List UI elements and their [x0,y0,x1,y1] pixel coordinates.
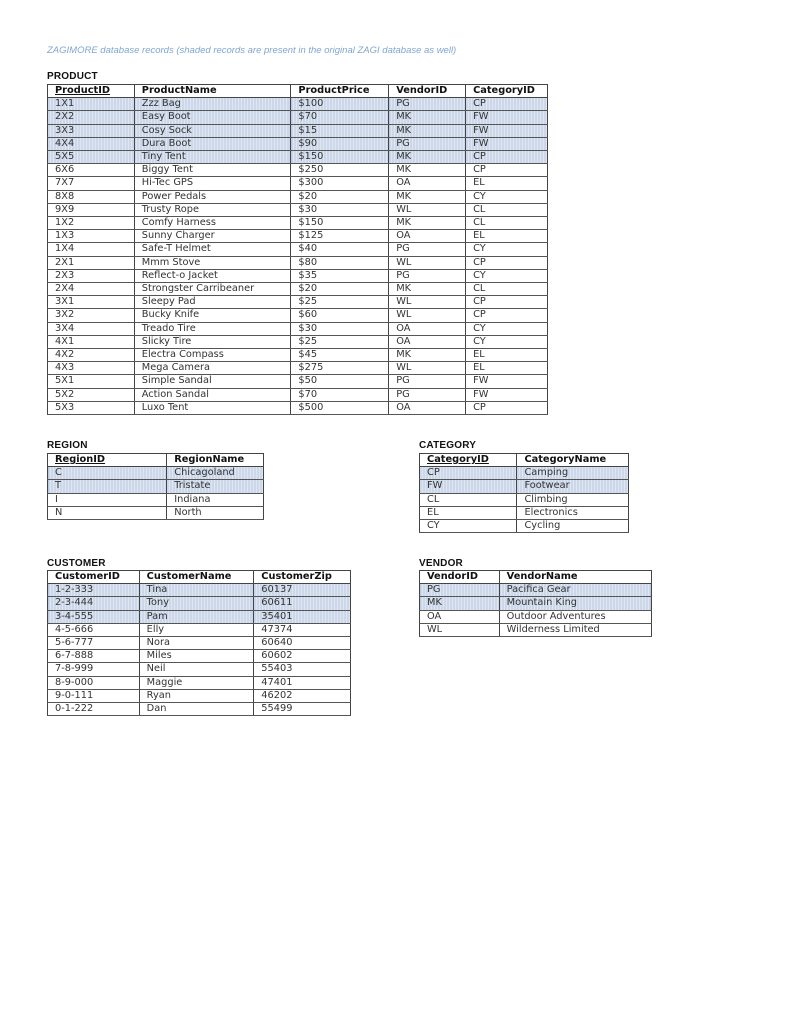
vendor-table-cell: MK [420,597,500,610]
customer-table-row [48,689,351,702]
customer-table-cell: 6-7-888 [48,650,140,663]
product-table-cell: 2X3 [48,269,135,282]
customer-table-cell: 60611 [254,597,351,610]
region-column-header: RegionName [167,454,264,467]
product-table-cell: $70 [291,111,389,124]
product-table-cell: $20 [291,283,389,296]
product-table-cell: Sleepy Pad [134,296,291,309]
product-table-cell: MK [389,111,466,124]
product-table-cell: OA [389,335,466,348]
product-table-cell: 3X1 [48,296,135,309]
product-table-cell: MK [389,151,466,164]
product-table-cell: Safe-T Helmet [134,243,291,256]
product-table-row [48,256,548,269]
product-table-cell: MK [389,217,466,230]
product-table-cell: $20 [291,190,389,203]
product-table-cell: OA [389,322,466,335]
region-table-cell: C [48,467,167,480]
product-table-cell: 3X3 [48,124,135,137]
product-table-row [48,230,548,243]
product-table-cell: MK [389,349,466,362]
product-table-row [48,388,548,401]
customer-table-cell: 3-4-555 [48,610,140,623]
page-caption: ZAGIMORE database records (shaded records are present in the original ZAGI database as well) [47,45,457,56]
product-table-cell: Action Sandal [134,388,291,401]
product-table-cell: $30 [291,203,389,216]
customer-table-cell: 9-0-111 [48,689,140,702]
customer-table-row [48,676,351,689]
category-table-cell: Climbing [517,493,629,506]
customer-table-cell: 5-6-777 [48,637,140,650]
region-table-cell: Indiana [167,493,264,506]
product-table-row [48,203,548,216]
product-table-row [48,335,548,348]
vendor-table-cell: Mountain King [499,597,651,610]
product-table-cell: EL [466,177,548,190]
product-table-row [48,349,548,362]
customer-table-cell: 60137 [254,584,351,597]
product-table-cell: 1X3 [48,230,135,243]
product-table-cell: PG [389,137,466,150]
customer-column-header: CustomerZip [254,571,351,584]
vendor-table-row [420,597,652,610]
vendor-table-cell: PG [420,584,500,597]
product-table-cell: Hi-Tec GPS [134,177,291,190]
product-table-cell: Biggy Tent [134,164,291,177]
category-table-cell: Footwear [517,480,629,493]
product-table-cell: CP [466,309,548,322]
category-table-cell: Camping [517,467,629,480]
product-table-cell: WL [389,256,466,269]
customer-table-row [48,663,351,676]
product-table-cell: PG [389,243,466,256]
product-table-row [48,98,548,111]
product-table-cell: Electra Compass [134,349,291,362]
category-table-cell: FW [420,480,517,493]
product-table-cell: 4X2 [48,349,135,362]
vendor-table [419,570,652,637]
product-table-cell: EL [466,349,548,362]
category-table-cell: CL [420,493,517,506]
customer-table-cell: 46202 [254,689,351,702]
customer-table-cell: 47401 [254,676,351,689]
product-table-cell: 2X1 [48,256,135,269]
customer-table-cell: 2-3-444 [48,597,140,610]
customer-column-header: CustomerID [48,571,140,584]
region-table-cell: Chicagoland [167,467,264,480]
customer-table [47,570,351,716]
product-table-cell: 7X7 [48,177,135,190]
customer-table-cell: 47374 [254,623,351,636]
product-table-cell: Bucky Knife [134,309,291,322]
customer-table-cell: 8-9-000 [48,676,140,689]
product-table-cell: $45 [291,349,389,362]
product-table-cell: OA [389,177,466,190]
product-table-cell: FW [466,137,548,150]
product-table-row [48,322,548,335]
product-table-cell: CP [466,296,548,309]
region-table-cell: I [48,493,167,506]
product-table-cell: 5X2 [48,388,135,401]
customer-table-row [48,650,351,663]
product-table-cell: $125 [291,230,389,243]
vendor-table-cell: WL [420,623,500,636]
product-table-cell: 3X4 [48,322,135,335]
customer-table-cell: Tina [139,584,254,597]
vendor-table-title: VENDOR [419,558,463,569]
vendor-table-cell: OA [420,610,500,623]
vendor-table-row [420,584,652,597]
vendor-column-header: VendorName [499,571,651,584]
product-table-cell: Luxo Tent [134,401,291,414]
category-column-header: CategoryID [420,454,517,467]
category-table-row [420,480,629,493]
category-header-row [420,454,629,467]
customer-header-row [48,571,351,584]
product-table-cell: Slicky Tire [134,335,291,348]
customer-table-cell: Ryan [139,689,254,702]
product-table-cell: CY [466,335,548,348]
product-table-cell: WL [389,296,466,309]
product-table-cell: 4X4 [48,137,135,150]
product-table-cell: CL [466,217,548,230]
product-table-cell: 6X6 [48,164,135,177]
customer-table-cell: 4-5-666 [48,623,140,636]
product-table-cell: Tiny Tent [134,151,291,164]
product-table-cell: $275 [291,362,389,375]
product-table-cell: Power Pedals [134,190,291,203]
customer-table-row [48,623,351,636]
product-table-row [48,177,548,190]
product-table-row [48,164,548,177]
customer-table-cell: Miles [139,650,254,663]
product-table-cell: WL [389,362,466,375]
category-table-cell: CP [420,467,517,480]
category-table-row [420,467,629,480]
product-table-cell: CL [466,283,548,296]
product-table-row [48,124,548,137]
product-table-cell: $300 [291,177,389,190]
category-table-cell: CY [420,520,517,533]
product-table-cell: $500 [291,401,389,414]
product-table-cell: CY [466,190,548,203]
product-table-cell: 1X4 [48,243,135,256]
vendor-column-header: VendorID [420,571,500,584]
customer-table-cell: 55499 [254,703,351,716]
region-column-header: RegionID [48,454,167,467]
region-header-row [48,454,264,467]
product-table-cell: CP [466,401,548,414]
product-table-cell: Treado Tire [134,322,291,335]
category-table-row [420,493,629,506]
product-table-cell: $100 [291,98,389,111]
product-table-cell: EL [466,230,548,243]
region-table-title: REGION [47,440,88,451]
product-table-row [48,283,548,296]
product-table-cell: CY [466,269,548,282]
category-table-title: CATEGORY [419,440,477,451]
product-table-cell: EL [466,362,548,375]
product-table-cell: Comfy Harness [134,217,291,230]
product-table-cell: 9X9 [48,203,135,216]
customer-table-row [48,637,351,650]
product-table-cell: 5X3 [48,401,135,414]
region-table-row [48,467,264,480]
customer-table-row [48,597,351,610]
region-table-cell: North [167,506,264,519]
customer-table-cell: Maggie [139,676,254,689]
product-table-cell: Mmm Stove [134,256,291,269]
product-table-cell: 8X8 [48,190,135,203]
product-table-cell: $30 [291,322,389,335]
product-table-cell: CL [466,203,548,216]
product-table-cell: MK [389,190,466,203]
product-table-cell: CP [466,256,548,269]
product-table-row [48,243,548,256]
product-column-header: CategoryID [466,85,548,98]
product-table-cell: MK [389,283,466,296]
product-table-cell: WL [389,203,466,216]
category-table-row [420,520,629,533]
product-table-cell: $150 [291,151,389,164]
product-table-row [48,217,548,230]
product-column-header: ProductName [134,85,291,98]
product-table-cell: FW [466,388,548,401]
product-table-row [48,190,548,203]
product-table-cell: PG [389,375,466,388]
product-column-header: VendorID [389,85,466,98]
product-table-row [48,362,548,375]
region-table [47,453,264,520]
product-table-row [48,111,548,124]
product-table-cell: Reflect-o Jacket [134,269,291,282]
product-table-cell: 3X2 [48,309,135,322]
customer-table-row [48,610,351,623]
customer-table-row [48,703,351,716]
product-table-cell: CP [466,151,548,164]
vendor-table-row [420,623,652,636]
product-table-cell: PG [389,388,466,401]
product-table-cell: Sunny Charger [134,230,291,243]
product-table-cell: PG [389,269,466,282]
product-table-cell: $50 [291,375,389,388]
product-table-cell: 5X5 [48,151,135,164]
product-table-cell: Dura Boot [134,137,291,150]
customer-table-cell: Elly [139,623,254,636]
product-table-cell: PG [389,98,466,111]
vendor-table-cell: Wilderness Limited [499,623,651,636]
region-table-cell: N [48,506,167,519]
product-table-cell: 5X1 [48,375,135,388]
product-column-header: ProductID [48,85,135,98]
product-table-cell: FW [466,111,548,124]
product-table-cell: Simple Sandal [134,375,291,388]
product-table-cell: Cosy Sock [134,124,291,137]
product-table-cell: Strongster Carribeaner [134,283,291,296]
product-table-cell: 2X4 [48,283,135,296]
category-table-cell: EL [420,506,517,519]
product-table-cell: Trusty Rope [134,203,291,216]
customer-table-row [48,584,351,597]
product-table-cell: OA [389,230,466,243]
category-table [419,453,629,533]
product-table-row [48,269,548,282]
region-table-row [48,493,264,506]
customer-table-title: CUSTOMER [47,558,106,569]
category-column-header: CategoryName [517,454,629,467]
product-table-cell: CP [466,98,548,111]
customer-table-cell: 55403 [254,663,351,676]
product-table-row [48,151,548,164]
category-table-cell: Cycling [517,520,629,533]
vendor-header-row [420,571,652,584]
product-table-cell: $40 [291,243,389,256]
product-table-row [48,296,548,309]
customer-column-header: CustomerName [139,571,254,584]
product-table-cell: 1X1 [48,98,135,111]
product-table-cell: 4X1 [48,335,135,348]
product-table-cell: $80 [291,256,389,269]
region-table-cell: Tristate [167,480,264,493]
customer-table-cell: 35401 [254,610,351,623]
product-table-cell: $90 [291,137,389,150]
product-table-title: PRODUCT [47,71,98,82]
vendor-table-cell: Pacifica Gear [499,584,651,597]
customer-table-cell: Pam [139,610,254,623]
product-table-cell: 2X2 [48,111,135,124]
product-table-cell: $15 [291,124,389,137]
region-table-row [48,480,264,493]
product-table-cell: WL [389,309,466,322]
customer-table-cell: 1-2-333 [48,584,140,597]
customer-table-cell: 7-8-999 [48,663,140,676]
product-table-cell: CY [466,243,548,256]
product-table-row [48,309,548,322]
product-table-cell: 1X2 [48,217,135,230]
product-table-cell: CY [466,322,548,335]
customer-table-cell: 60602 [254,650,351,663]
product-table-cell: $25 [291,296,389,309]
region-table-cell: T [48,480,167,493]
customer-table-cell: Neil [139,663,254,676]
product-table-cell: CP [466,164,548,177]
product-table-row [48,401,548,414]
product-table-cell: MK [389,124,466,137]
product-table-cell: 4X3 [48,362,135,375]
product-table-cell: MK [389,164,466,177]
product-column-header: ProductPrice [291,85,389,98]
vendor-table-cell: Outdoor Adventures [499,610,651,623]
customer-table-cell: Dan [139,703,254,716]
region-table-row [48,506,264,519]
product-table-cell: OA [389,401,466,414]
product-table-cell: $250 [291,164,389,177]
product-table-cell: Mega Camera [134,362,291,375]
product-table-row [48,137,548,150]
product-table-cell: $60 [291,309,389,322]
customer-table-cell: Tony [139,597,254,610]
product-table [47,84,548,415]
product-table-cell: FW [466,124,548,137]
product-table-cell: Zzz Bag [134,98,291,111]
vendor-table-row [420,610,652,623]
product-table-cell: $35 [291,269,389,282]
product-header-row [48,85,548,98]
product-table-cell: $150 [291,217,389,230]
category-table-row [420,506,629,519]
product-table-cell: $25 [291,335,389,348]
product-table-cell: Easy Boot [134,111,291,124]
customer-table-cell: 60640 [254,637,351,650]
product-table-cell: FW [466,375,548,388]
product-table-row [48,375,548,388]
customer-table-cell: Nora [139,637,254,650]
category-table-cell: Electronics [517,506,629,519]
customer-table-cell: 0-1-222 [48,703,140,716]
product-table-cell: $70 [291,388,389,401]
